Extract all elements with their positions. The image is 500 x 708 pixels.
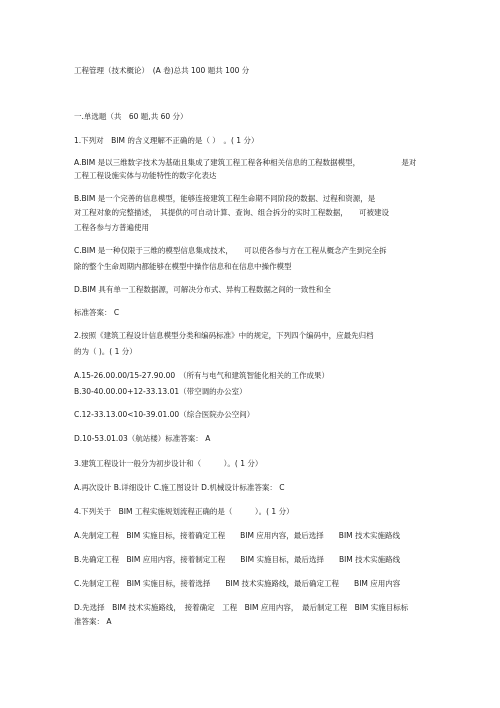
q1-option-c-line2: 除的整个生命周期内都能够在模型中操作信息和在信息中操作模型 — [74, 262, 292, 271]
q2-option-c: C.12-33.13.00<10-39.01.00（综合医院办公空间） — [74, 410, 255, 419]
q2-option-a: A.15-26.00.00/15-27.90.00 （所有与电气和建筑智能化相关的工作成果） — [74, 371, 329, 380]
q2-stem-line1: 2.按照《建筑工程设计信息模型分类和编码标准》中的规定，下列四个编码中，应最先归档 — [74, 331, 374, 340]
q1-option-b-line1: B.BIM 是一个完善的信息模型，能够连接建筑工程生命期不同阶段的数据、过程和资源，是 — [74, 194, 376, 203]
q2-stem-line2: 的为（ )。( 1 分） — [74, 347, 137, 356]
q1-option-a-line1: A.BIM 是以三维数字技术为基础且集成了建筑工程工程各种相关信息的工程数据模型， 是对 — [74, 158, 417, 167]
q1-option-c-line1: C.BIM 是一种仅限于三维的模型信息集成技术， 可以使各参与方在工程从概念产生到完全拆 — [74, 246, 387, 255]
q3-stem: 3.建筑工程设计一般分为初步设计和（ ）。( 1 分） — [74, 459, 263, 468]
q2-option-d-answer: D.10-53.01.03（航站楼）标准答案： A — [74, 434, 211, 443]
q4-option-a: A.先制定工程 BIM 实施目标，接着确定工程 BIM 应用内容，最后选择 BIM 技术实施路线 — [74, 531, 401, 540]
q1-answer: 标准答案： C — [74, 308, 120, 317]
q1-option-d: D.BIM 具有单一工程数据源，可解决分布式、异构工程数据之间的一致性和全 — [74, 285, 331, 294]
q4-stem: 4.下列关于 BIM 工程实施规划流程正确的是（ ）。( 1 分） — [74, 507, 294, 516]
exam-header: 工程管理（技术概论） (A 卷)总共 100 题共 100 分 — [74, 66, 250, 75]
q4-option-b: B.先确定工程 BIM 应用内容，接着制定工程 BIM 实施目标，最后选择 BIM 技术实施路线 — [74, 555, 401, 564]
q4-option-c: C.先制定工程 BIM 实施目标，接着选择 BIM 技术实施路线，最后确定工程 BIM 应用内容 — [74, 579, 401, 588]
q4-option-d-answer: 准答案： A — [74, 617, 112, 626]
q1-option-b-line3: 工程各参与方普遍使用 — [74, 223, 149, 232]
q1-option-a-line2: 工程工程设施实体与功能特性的数字化表达 — [74, 171, 217, 180]
q4-option-d-line1: D.先选择 BIM 技术实施路线， 接着确定 工程 BIM 应用内容， 最后制定工程 BIM 实施目标标 — [74, 603, 409, 612]
q1-stem: 1.下列对 BIM 的含义理解不正确的是（ ） 。( 1 分） — [74, 136, 259, 145]
q2-option-b: B.30-40.00.00+12-33.13.01（带空调的办公室） — [74, 387, 247, 396]
section-title: 一.单选题（共 60 题,共 60 分） — [74, 112, 188, 121]
q1-option-b-line2: 对工程对象的完整描述， 其提供的可自动计算、查询、组合拆分的实时工程数据， 可被建设 — [74, 208, 389, 217]
q3-options-answer: A.再次设计 B.详细设计 C.施工图设计 D.机械设计标准答案： C — [74, 483, 285, 492]
